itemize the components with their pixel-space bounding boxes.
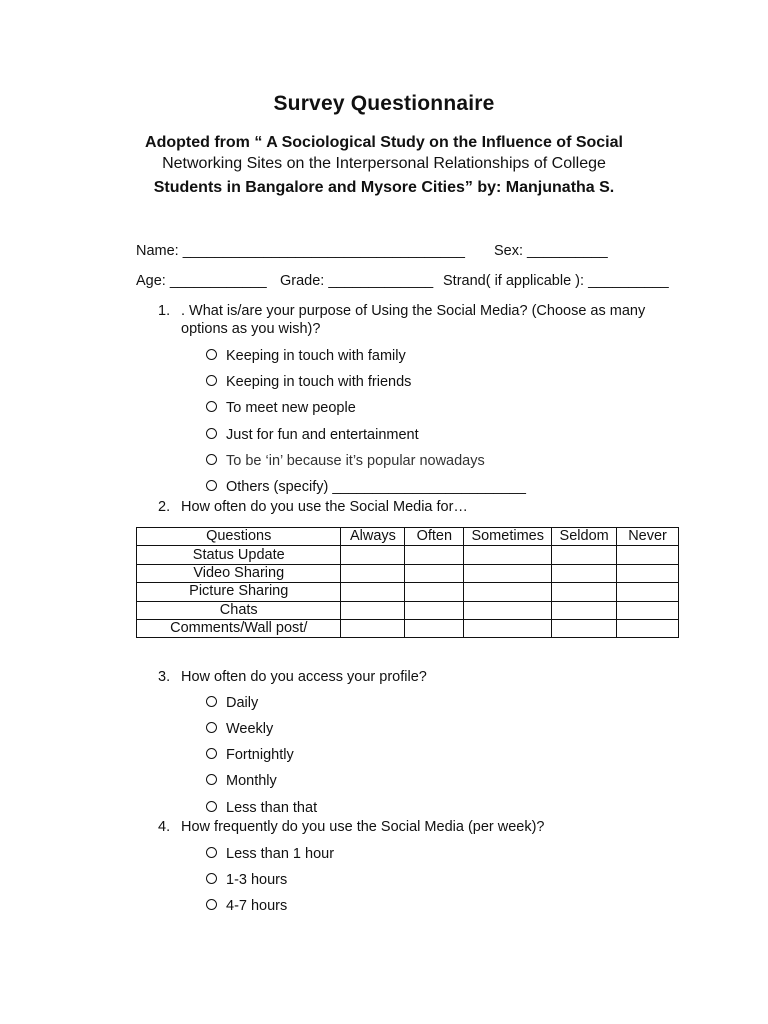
question-4: [158, 819, 678, 839]
column-header: Always: [341, 528, 405, 546]
subtitle-line-3: Students in Bangalore and Mysore Cities” by: Manjunatha S.: [153, 179, 615, 196]
sex-field[interactable]: Sex: __________: [494, 243, 608, 259]
answer-cell[interactable]: [617, 564, 679, 582]
answer-cell[interactable]: [341, 601, 405, 619]
q3-option[interactable]: Monthly: [206, 773, 277, 789]
table-row: [137, 564, 679, 582]
answer-cell[interactable]: [405, 564, 464, 582]
answer-cell[interactable]: [464, 564, 552, 582]
answer-cell[interactable]: [464, 546, 552, 564]
question-text: How frequently do you use the Social Media (per week)?: [181, 819, 545, 835]
q3-option[interactable]: Daily: [206, 695, 258, 711]
question-2: [158, 499, 678, 519]
radio-circle-icon[interactable]: [206, 349, 217, 360]
q1-option[interactable]: To meet new people: [206, 400, 356, 416]
strand-field[interactable]: Strand( if applicable ): __________: [443, 273, 669, 289]
answer-cell[interactable]: [552, 619, 617, 637]
answer-cell[interactable]: [405, 619, 464, 637]
question-text: How often do you access your profile?: [181, 669, 427, 685]
table-row: [137, 619, 679, 637]
table-row: [137, 583, 679, 601]
table-row: [137, 601, 679, 619]
column-header: Questions: [137, 528, 341, 546]
answer-cell[interactable]: [464, 601, 552, 619]
answer-cell[interactable]: [405, 546, 464, 564]
name-field[interactable]: Name: ___________________________________: [136, 243, 465, 259]
radio-circle-icon[interactable]: [206, 748, 217, 759]
q4-option[interactable]: 1-3 hours: [206, 872, 287, 888]
answer-cell[interactable]: [552, 564, 617, 582]
answer-cell[interactable]: [617, 601, 679, 619]
question-number: 2.: [158, 499, 171, 515]
radio-circle-icon[interactable]: [206, 847, 217, 858]
answer-cell[interactable]: [552, 546, 617, 564]
row-label: Chats: [137, 601, 341, 619]
column-header: Never: [617, 528, 679, 546]
question-1: [158, 303, 678, 343]
grade-field[interactable]: Grade: _____________: [280, 273, 434, 289]
table-header-row: [137, 528, 679, 546]
radio-circle-icon[interactable]: [206, 774, 217, 785]
radio-circle-icon[interactable]: [206, 480, 217, 491]
radio-circle-icon[interactable]: [206, 401, 217, 412]
subtitle-line-2: Networking Sites on the Interpersonal Relationships of College: [162, 155, 606, 172]
answer-cell[interactable]: [341, 564, 405, 582]
radio-circle-icon[interactable]: [206, 722, 217, 733]
q4-option[interactable]: 4-7 hours: [206, 898, 287, 914]
answer-cell[interactable]: [405, 583, 464, 601]
q1-option[interactable]: Others (specify) ________________________: [206, 479, 526, 495]
row-label: Status Update: [137, 546, 341, 564]
answer-cell[interactable]: [552, 601, 617, 619]
answer-cell[interactable]: [405, 601, 464, 619]
q1-option[interactable]: Just for fun and entertainment: [206, 427, 419, 443]
q4-option[interactable]: Less than 1 hour: [206, 846, 334, 862]
question-number: 3.: [158, 669, 171, 685]
answer-cell[interactable]: [341, 619, 405, 637]
row-label: Comments/Wall post/: [137, 619, 341, 637]
question-number: 1.: [158, 303, 171, 319]
radio-circle-icon[interactable]: [206, 873, 217, 884]
page-title: Survey Questionnaire: [273, 92, 495, 115]
answer-cell[interactable]: [617, 583, 679, 601]
age-field[interactable]: Age: ____________: [136, 273, 267, 289]
answer-cell[interactable]: [464, 583, 552, 601]
answer-cell[interactable]: [341, 546, 405, 564]
answer-cell[interactable]: [464, 619, 552, 637]
table-row: [137, 546, 679, 564]
column-header: Seldom: [552, 528, 617, 546]
radio-circle-icon[interactable]: [206, 899, 217, 910]
frequency-table: [136, 527, 679, 638]
q3-option[interactable]: Fortnightly: [206, 747, 294, 763]
q1-option[interactable]: Keeping in touch with family: [206, 348, 406, 364]
column-header: Sometimes: [464, 528, 552, 546]
q3-option[interactable]: Weekly: [206, 721, 273, 737]
radio-circle-icon[interactable]: [206, 428, 217, 439]
question-text: How often do you use the Social Media for…: [181, 499, 468, 515]
answer-cell[interactable]: [617, 546, 679, 564]
radio-circle-icon[interactable]: [206, 801, 217, 812]
question-number: 4.: [158, 819, 171, 835]
q1-option[interactable]: To be ‘in’ because it’s popular nowadays: [206, 453, 485, 469]
q3-option[interactable]: Less than that: [206, 800, 317, 816]
answer-cell[interactable]: [552, 583, 617, 601]
answer-cell[interactable]: [341, 583, 405, 601]
question-text-continued: options as you wish)?: [181, 321, 321, 337]
question-text: . What is/are your purpose of Using the Social Media? (Choose as many: [181, 303, 646, 319]
column-header: Often: [405, 528, 464, 546]
radio-circle-icon[interactable]: [206, 454, 217, 465]
q1-option[interactable]: Keeping in touch with friends: [206, 374, 411, 390]
question-3: [158, 669, 678, 689]
row-label: Picture Sharing: [137, 583, 341, 601]
radio-circle-icon[interactable]: [206, 375, 217, 386]
answer-cell[interactable]: [617, 619, 679, 637]
subtitle-line-1: Adopted from “ A Sociological Study on the Influence of Social: [145, 134, 623, 151]
radio-circle-icon[interactable]: [206, 696, 217, 707]
row-label: Video Sharing: [137, 564, 341, 582]
